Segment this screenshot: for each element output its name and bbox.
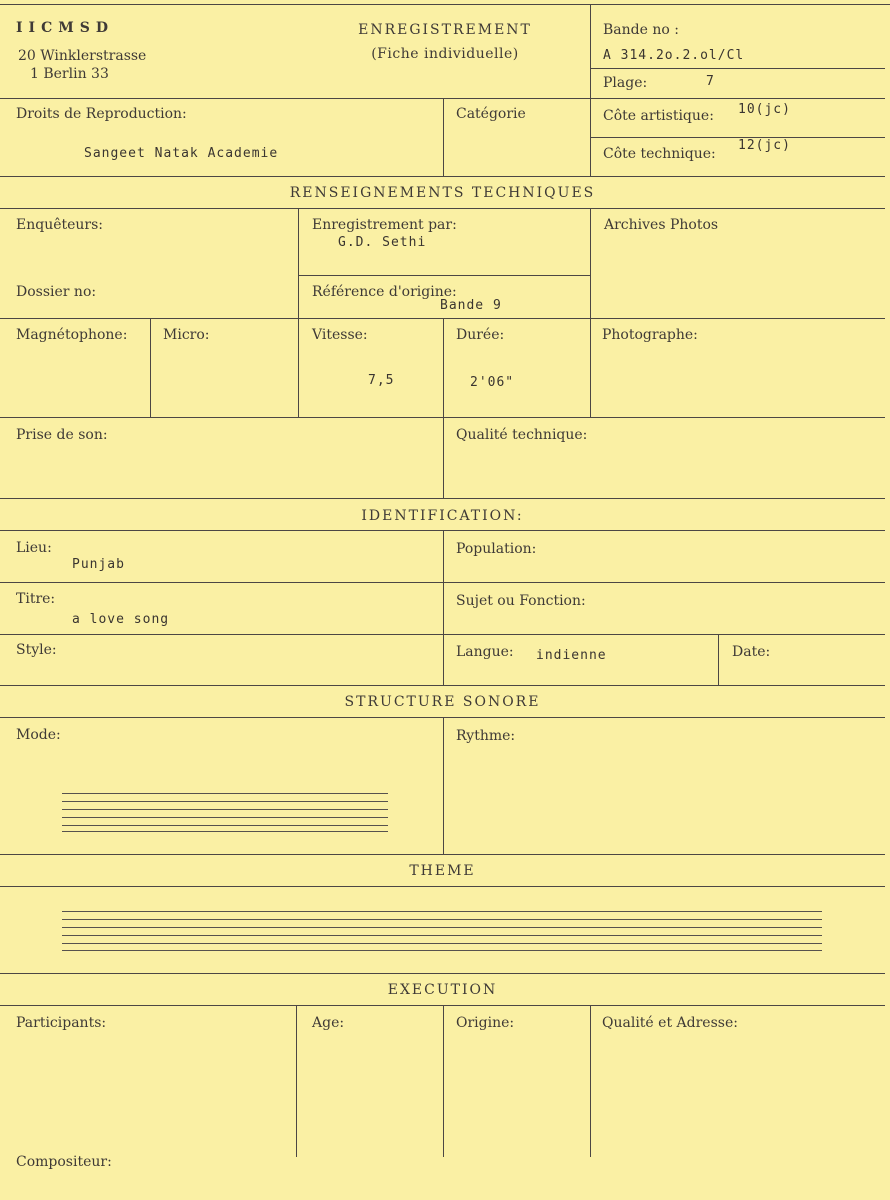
rule [0,886,885,887]
population-label: Population: [456,541,537,557]
micro-label: Micro: [163,327,210,343]
rule [150,318,151,417]
enregistrement-par-value: G.D. Sethi [338,235,427,250]
rule [590,98,591,176]
form-title: ENREGISTREMENT [358,22,532,38]
rule [0,208,885,209]
titre-value: a love song [72,612,170,627]
vitesse-value: 7,5 [368,373,395,388]
rule [590,4,591,98]
rule [0,176,885,177]
section-title-structure: STRUCTURE SONORE [344,694,541,710]
rule [590,318,591,417]
mode-label: Mode: [16,727,61,743]
lieu-label: Lieu: [16,540,52,556]
lieu-value: Punjab [72,557,125,572]
rule [590,1005,591,1157]
qualite-technique-label: Qualité technique: [456,427,588,443]
plage-label: Plage: [603,75,648,91]
form-subtitle: (Fiche individuelle) [371,46,519,62]
rule [0,685,885,686]
qualite-adresse-label: Qualité et Adresse: [602,1015,738,1031]
prise-de-son-label: Prise de son: [16,427,108,443]
cote-artistique-value: 10(jc) [738,102,791,117]
langue-value: indienne [536,648,607,663]
participants-label: Participants: [16,1015,107,1031]
duree-value: 2'06" [470,375,515,390]
rule [0,854,885,855]
compositeur-label: Compositeur: [16,1154,112,1170]
section-title-techniques: RENSEIGNEMENTS TECHNIQUES [289,185,596,201]
style-label: Style: [16,642,57,658]
enregistrement-par-label: Enregistrement par: [312,217,457,233]
rule [298,208,299,318]
address-line-1: 20 Winklerstrasse [18,48,147,64]
cote-technique-value: 12(jc) [738,138,791,153]
rule [443,318,444,417]
date-label: Date: [732,644,771,660]
langue-label: Langue: [456,644,514,660]
address-line-2: 1 Berlin 33 [30,66,109,82]
rule [443,98,444,176]
rule [298,275,590,276]
section-title-identification: IDENTIFICATION: [361,508,524,524]
plage-value: 7 [706,74,715,89]
cote-technique-label: Côte technique: [603,146,716,162]
rule [443,717,444,854]
bande-label: Bande no : [603,22,679,38]
section-title-execution: EXECUTION [387,982,498,998]
rule [443,530,444,685]
age-label: Age: [312,1015,345,1031]
categorie-label: Catégorie [456,106,526,122]
rule [0,973,885,974]
titre-label: Titre: [16,591,56,607]
rule [443,417,444,498]
origine-label: Origine: [456,1015,515,1031]
bande-value: A 314.2o.2.ol/Cl [603,48,745,63]
rule [718,634,719,685]
sujet-label: Sujet ou Fonction: [456,593,586,609]
cote-artistique-label: Côte artistique: [603,108,714,124]
organization-logo: IICMSD [16,20,114,36]
enqueteurs-label: Enquêteurs: [16,217,104,233]
rule [590,208,591,318]
rule [0,498,885,499]
rule [590,68,885,69]
dossier-label: Dossier no: [16,284,97,300]
archives-photos-label: Archives Photos [604,217,719,233]
rythme-label: Rythme: [456,728,516,744]
photographe-label: Photographe: [602,327,698,343]
vitesse-label: Vitesse: [312,327,368,343]
rule [0,4,890,5]
droits-value: Sangeet Natak Academie [84,146,279,161]
reference-value: Bande 9 [440,298,502,313]
duree-label: Durée: [456,327,505,343]
section-title-theme: THEME [409,863,476,879]
reference-label: Référence d'origine: [312,284,457,300]
magnetophone-label: Magnétophone: [16,327,128,343]
droits-label: Droits de Reproduction: [16,106,187,122]
rule [296,1005,297,1157]
rule [298,318,299,417]
rule [443,1005,444,1157]
